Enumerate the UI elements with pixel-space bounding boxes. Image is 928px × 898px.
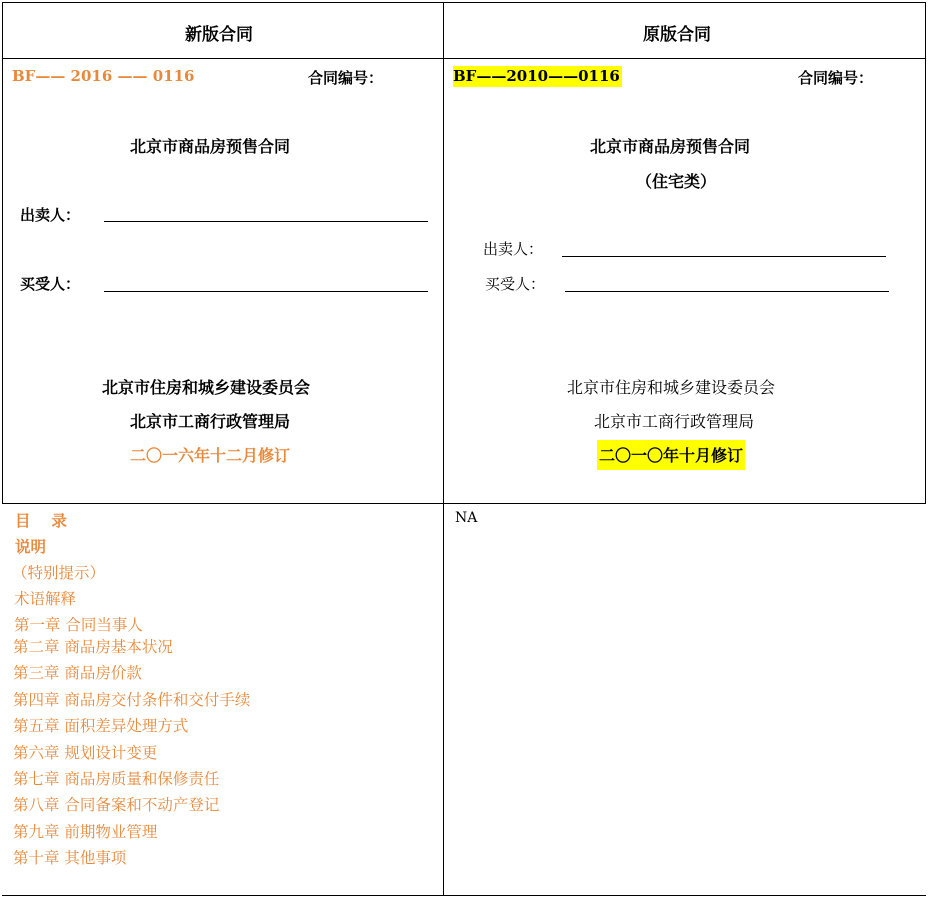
toc-item: （特别提示） [12, 564, 106, 582]
toc-item: 第十章 其他事项 [13, 849, 127, 867]
toc-item: 第二章 商品房基本状况 [13, 638, 173, 656]
old-contract-subtitle: （住宅类） [636, 172, 717, 191]
old-contract-title: 北京市商品房预售合同 [590, 137, 751, 156]
toc-item: 第六章 规划设计变更 [13, 744, 158, 762]
toc-item: 第五章 面积差异处理方式 [13, 717, 189, 735]
new-agency-commerce: 北京市工商行政管理局 [130, 412, 291, 431]
old-agency-commerce: 北京市工商行政管理局 [594, 412, 755, 431]
new-seller-line [104, 221, 428, 222]
old-contract-code: BF——2010——0116 [453, 67, 620, 85]
toc-item: 术语解释 [14, 590, 77, 608]
toc-item: 第八章 合同备案和不动产登记 [13, 796, 220, 814]
old-seller-label: 出卖人： [483, 240, 544, 258]
toc-item: 第三章 商品房价款 [13, 664, 142, 682]
cover-row-divider [2, 503, 926, 504]
old-toc-na: NA [455, 510, 478, 526]
new-contract-number-label: 合同编号： [308, 69, 384, 87]
old-buyer-line [565, 291, 889, 292]
new-contract-code: BF—— 2016 —— 0116 [12, 67, 195, 85]
toc-item: 第九章 前期物业管理 [13, 823, 158, 841]
toc-heading: 目 录 [15, 511, 67, 530]
new-seller-label: 出卖人： [20, 206, 81, 224]
table-border-left [2, 2, 3, 504]
old-seller-line [562, 256, 886, 257]
table-column-divider [443, 2, 444, 896]
old-revision-date: 二〇一〇年十月修订 [597, 440, 745, 470]
header-old-version: 原版合同 [643, 25, 711, 45]
table-border-top [2, 2, 926, 3]
table-border-right [925, 2, 926, 504]
header-row-divider [2, 58, 926, 59]
toc-item: 第七章 商品房质量和保修责任 [13, 770, 220, 788]
toc-item: 第一章 合同当事人 [14, 616, 143, 634]
old-buyer-label: 买受人： [485, 275, 546, 293]
table-border-bottom [2, 895, 926, 896]
new-agency-housing: 北京市住房和城乡建设委员会 [102, 378, 311, 397]
old-agency-housing: 北京市住房和城乡建设委员会 [567, 378, 776, 397]
new-contract-title: 北京市商品房预售合同 [130, 137, 291, 156]
old-contract-number-label: 合同编号： [798, 69, 874, 87]
new-revision-date: 二〇一六年十二月修订 [130, 446, 291, 465]
toc-item: 第四章 商品房交付条件和交付手续 [13, 691, 251, 709]
header-new-version: 新版合同 [185, 25, 253, 45]
toc-item: 说明 [15, 537, 47, 556]
new-buyer-line [104, 291, 428, 292]
new-buyer-label: 买受人： [20, 275, 81, 293]
